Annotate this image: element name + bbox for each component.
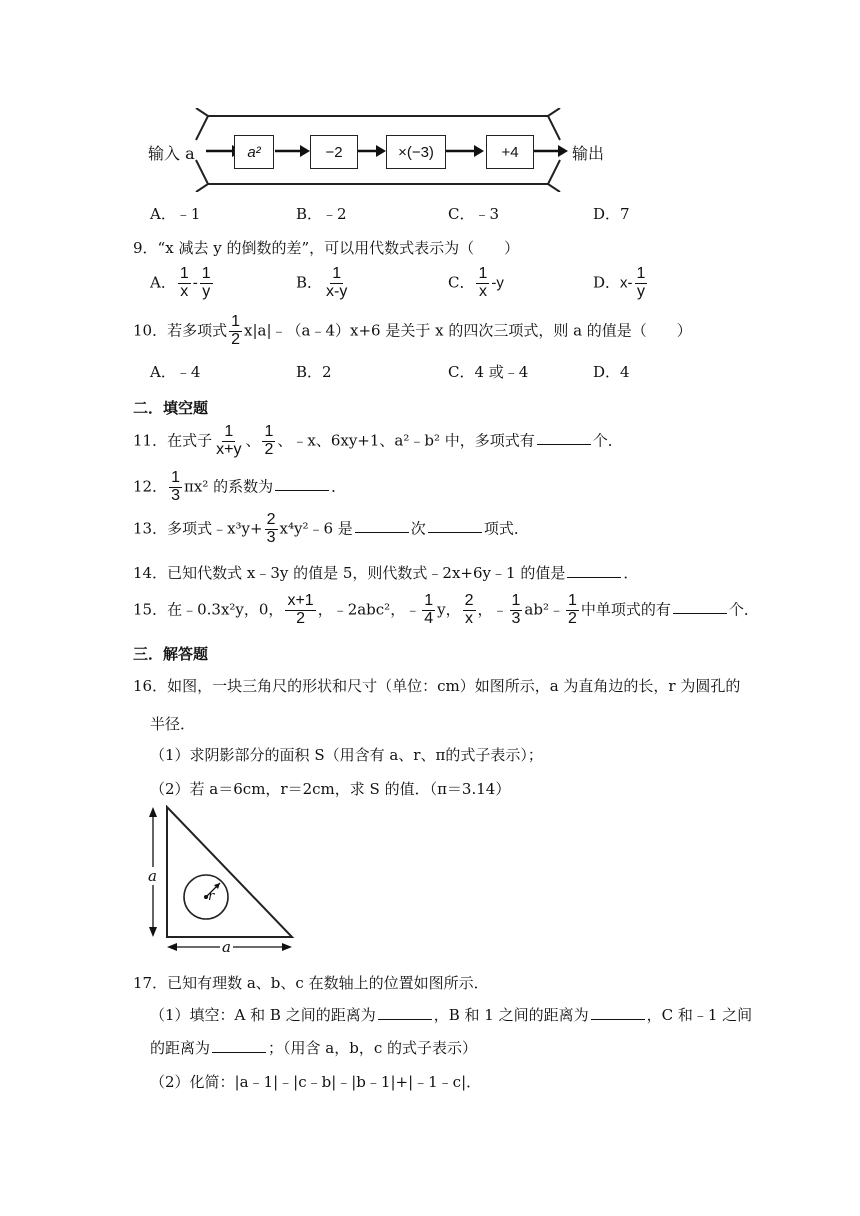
flow-diagram [148, 108, 618, 192]
q9-option-c: C． $\frac{1}{x}$ -y [448, 265, 504, 300]
fraction: $\frac{1}{x}$ [478, 265, 488, 300]
fraction: $\frac{1}{y}$ [201, 265, 211, 300]
fraction: $\frac{1}{4}$ [424, 592, 434, 627]
fraction: $\frac{1}{3}$ [171, 469, 180, 504]
flow-frame [148, 108, 618, 192]
answer-blank[interactable] [591, 1005, 645, 1020]
flow-output-label: 输出 [572, 144, 605, 163]
fraction: $\frac{x+1}{2}$ [287, 592, 314, 627]
fraction: $\frac{1}{x+y}$ [216, 423, 242, 458]
flow-step-2: −2 [310, 135, 358, 169]
answer-blank[interactable] [355, 518, 409, 533]
answer-blank[interactable] [378, 1005, 432, 1020]
bottom-label-a: a [222, 938, 231, 956]
q15: 15．在﹣0.3x²y，0， $\frac{x+1}{2}$ ，﹣2abc²，﹣ $\frac{1}{4}$ y， $\frac{2}{x}$ ，﹣ $\frac{1}{3}$ ab²﹣ $\frac{1}{2}$ 中单项式的有 个． [133, 592, 759, 627]
q17-line1: 17．已知有理数 a、b、c 在数轴上的位置如图所示． [133, 974, 489, 992]
q9-option-b: B． $\frac{1}{x-y}$ [296, 265, 348, 300]
radius-label-r: r [208, 889, 215, 904]
q17-part1-cont: 的距离为 ；（用含 a，b，c 的式子表示） [150, 1039, 477, 1057]
q8-option-d: D．7 [593, 205, 630, 223]
q16-line1: 16．如图，一块三角尺的形状和尺寸（单位：cm）如图所示，a 为直角边的长，r 为圆孔的 [133, 677, 741, 695]
fraction: $\frac{1}{2}$ [264, 423, 274, 458]
q17-part1: （1）填空：A 和 B 之间的距离为 ，B 和 1 之间的距离为 ，C 和﹣1 之间 [150, 1006, 753, 1024]
q12: 12． $\frac{1}{3}$ πx² 的系数为 ． [133, 469, 347, 504]
flow-input-label: 输入 a [148, 144, 195, 163]
flow-step-4: +4 [486, 135, 534, 169]
fraction: $\frac{2}{x}$ [464, 592, 474, 627]
section-solution-heading: 三．解答题 [133, 645, 209, 663]
side-label-a: a [148, 867, 157, 885]
q16-line2: 半径． [150, 715, 196, 733]
q17-part2: （2）化简：|a﹣1|﹣|c﹣b|﹣|b﹣1|+|﹣1﹣c|． [150, 1073, 482, 1091]
q10-option-c: C．4 或﹣4 [448, 363, 529, 381]
q13: 13．多项式﹣x³y+ $\frac{2}{3}$ x⁴y²﹣6 是 次 项式． [133, 511, 529, 546]
flow-step-1: a² [234, 135, 274, 169]
q10-option-d: D．4 [593, 363, 630, 381]
fraction: $\frac{1}{y}$ [636, 265, 646, 300]
q8-option-c: C．﹣3 [448, 205, 500, 223]
fraction: $\frac{2}{3}$ [266, 511, 276, 546]
q9-stem: 9．“x 减去 y 的倒数的差”，可以用代数式表示为（ ） [133, 239, 520, 257]
q11: 11．在式子 $\frac{1}{x+y}$ 、 $\frac{1}{2}$ 、﹣x、6xy+1、a²﹣b² 中，多项式有 个． [133, 423, 623, 458]
q10-stem: 10．若多项式 $\frac{1}{2}$ x|a|﹣（a﹣4）x+6 是关于 x 的四次三项式，则 a 的值是（ ） [133, 313, 692, 348]
q10-option-b: B．2 [296, 363, 332, 381]
fraction: $\frac{1}{x-y}$ [326, 265, 348, 300]
q16-part1: （1）求阴影部分的面积 S（用含有 a、r、π的式子表示）； [150, 746, 543, 764]
answer-blank[interactable] [537, 430, 591, 445]
fraction: $\frac{1}{x}$ [179, 265, 189, 300]
flow-step-3: ×(−3) [386, 135, 446, 169]
fraction: $\frac{1}{3}$ [511, 592, 521, 627]
fraction: $\frac{1}{2}$ [567, 592, 577, 627]
q9-option-d: D．x- $\frac{1}{y}$ [593, 265, 646, 300]
answer-blank[interactable] [212, 1038, 266, 1053]
q8-option-a: A．﹣1 [150, 205, 201, 223]
q16-part2: （2）若 a＝6cm，r＝2cm，求 S 的值．（π＝3.14） [150, 780, 511, 798]
q10-option-a: A．﹣4 [150, 363, 201, 381]
q9-option-a: A． $\frac{1}{x}$ - $\frac{1}{y}$ [150, 265, 211, 300]
triangle-drawing [142, 805, 302, 957]
section-fill-blank-heading: 二．填空题 [133, 399, 209, 417]
triangle-figure [142, 805, 302, 957]
q14: 14．已知代数式 x﹣3y 的值是 5，则代数式﹣2x+6y﹣1 的值是 ． [133, 564, 639, 582]
answer-blank[interactable] [428, 518, 482, 533]
answer-blank[interactable] [275, 476, 329, 491]
answer-blank[interactable] [673, 599, 727, 614]
fraction: $\frac{1}{2}$ [231, 313, 240, 348]
q8-option-b: B．﹣2 [296, 205, 347, 223]
answer-blank[interactable] [567, 563, 621, 578]
